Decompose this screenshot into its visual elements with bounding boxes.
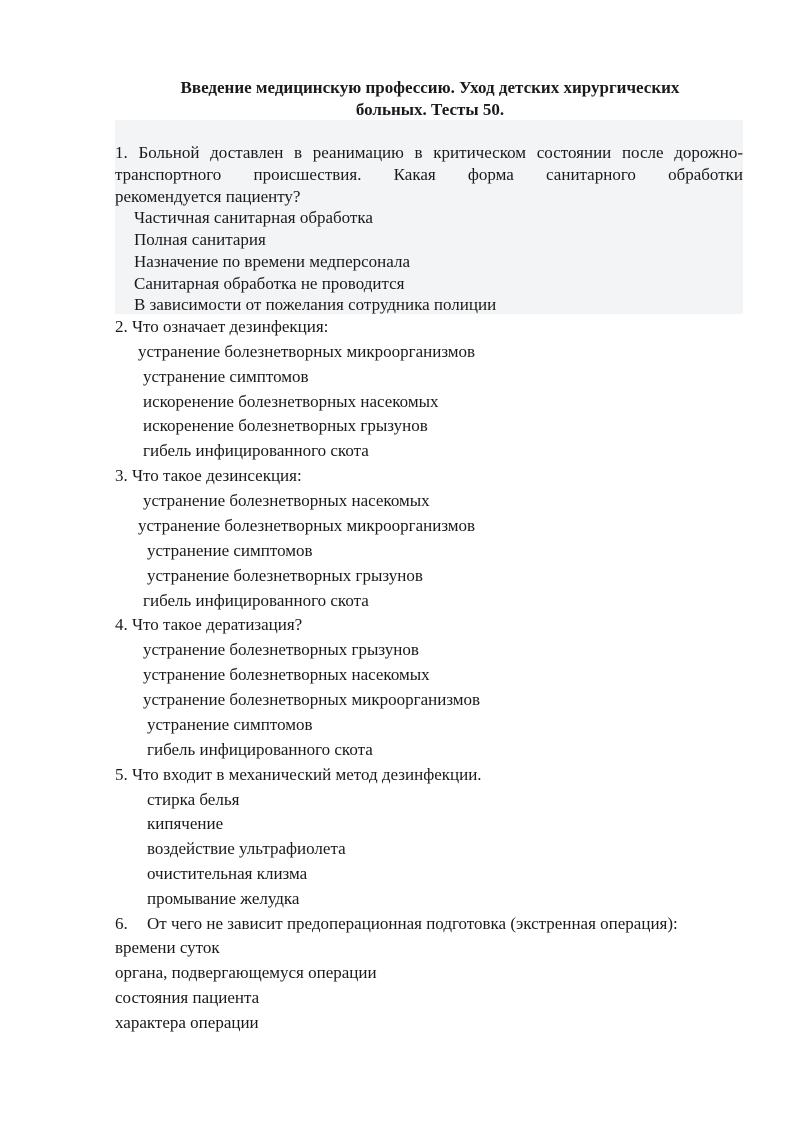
question-3-text: 3. Что такое дезинсекция: bbox=[115, 466, 302, 485]
question-4-option-4: устранение симптомов bbox=[147, 715, 313, 734]
question-3-option-1: устранение болезнетворных насекомых bbox=[143, 491, 430, 510]
question-1-line-1: 1. Больной доставлен в реанимацию в критическом состоянии после дорожно- bbox=[115, 143, 743, 162]
question-2-text: 2. Что означает дезинфекция: bbox=[115, 317, 329, 336]
question-5-text: 5. Что входит в механический метод дезинфекции. bbox=[115, 765, 482, 784]
question-5-option-5: промывание желудка bbox=[147, 889, 300, 908]
question-1-option-4: Санитарная обработка не проводится bbox=[134, 274, 405, 293]
question-6-option-3: состояния пациента bbox=[115, 988, 260, 1007]
question-4-option-5: гибель инфицированного скота bbox=[147, 740, 373, 759]
question-3-option-5: гибель инфицированного скота bbox=[143, 591, 369, 610]
question-1-line-2: транспортного происшествия. Какая форма санитарного обработки bbox=[115, 165, 743, 184]
question-6-text: От чего не зависит предоперационная подготовка (экстренная операция): bbox=[147, 914, 678, 933]
question-6-option-1: времени суток bbox=[115, 938, 220, 957]
question-1-option-5: В зависимости от пожелания сотрудника полиции bbox=[134, 295, 497, 314]
question-3-option-4: устранение болезнетворных грызунов bbox=[147, 566, 423, 585]
question-4-option-1: устранение болезнетворных грызунов bbox=[143, 640, 419, 659]
question-3-option-2: устранение болезнетворных микроорганизмов bbox=[138, 516, 476, 535]
document-title bbox=[115, 77, 745, 121]
question-1-option-2: Полная санитария bbox=[134, 230, 266, 249]
question-2-option-1: устранение болезнетворных микроорганизмов bbox=[138, 342, 476, 361]
question-4-option-2: устранение болезнетворных насекомых bbox=[143, 665, 430, 684]
question-2-option-4: искоренение болезнетворных грызунов bbox=[143, 416, 428, 435]
question-1-option-3: Назначение по времени медперсонала bbox=[134, 252, 410, 271]
question-4-text: 4. Что такое дератизация? bbox=[115, 615, 303, 634]
question-5-option-3: воздействие ультрафиолета bbox=[147, 839, 346, 858]
title-line-2: больных. Тесты 50. bbox=[355, 100, 505, 119]
question-1-option-1: Частичная санитарная обработка bbox=[134, 208, 373, 227]
question-2-option-5: гибель инфицированного скота bbox=[143, 441, 369, 460]
question-3-option-3: устранение симптомов bbox=[147, 541, 313, 560]
question-4-option-3: устранение болезнетворных микроорганизмов bbox=[143, 690, 481, 709]
question-2-option-3: искоренение болезнетворных насекомых bbox=[143, 392, 439, 411]
question-5-option-2: кипячение bbox=[147, 814, 224, 833]
question-5-option-1: стирка белья bbox=[147, 790, 240, 809]
question-6-number: 6. bbox=[115, 914, 128, 933]
question-6-option-2: органа, подвергающемуся операции bbox=[115, 963, 377, 982]
question-6-option-4: характера операции bbox=[115, 1013, 259, 1032]
question-5-option-4: очистительная клизма bbox=[147, 864, 308, 883]
question-1-line-3: рекомендуется пациенту? bbox=[115, 187, 301, 206]
title-line-1: Введение медицинскую профессию. Уход детских хирургических bbox=[180, 78, 680, 97]
question-2-option-2: устранение симптомов bbox=[143, 367, 309, 386]
